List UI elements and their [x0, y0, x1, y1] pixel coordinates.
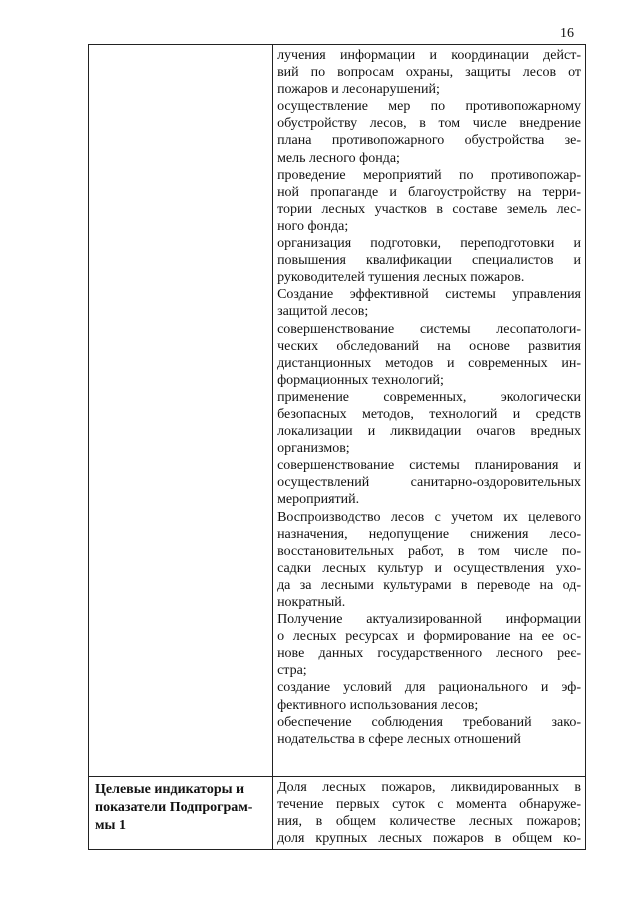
row2-label-line: Целевые индикаторы и	[95, 782, 245, 797]
text-line: повышения квалификации специалистов и	[277, 253, 581, 269]
text-line: формационных технологий;	[277, 372, 444, 388]
text-line: тории лесных участков в составе земель лес-	[277, 201, 581, 217]
text-line: проведение мероприятий по противопожар-	[277, 167, 581, 183]
text-line: локализации и ликвидации очагов вредных	[277, 424, 581, 440]
row2-label-line: мы 1	[95, 818, 126, 833]
text-line: о лесных ресурсах и формирование на ее ос-	[277, 629, 581, 645]
text-line: Получение актуализированной информации	[277, 612, 581, 628]
text-line: плана противопожарного обустройства зе-	[277, 133, 581, 149]
row2-label-line: показатели Подпрограм-	[95, 800, 253, 815]
text-line: Воспроизводство лесов с учетом их целевого	[277, 509, 581, 525]
text-line: фективного использования лесов;	[277, 697, 479, 713]
text-line: да за лесными культурами в переводе на од-	[277, 577, 581, 593]
text-line: совершенствование системы лесопатологи-	[277, 321, 581, 337]
text-line: ного фонда;	[277, 218, 349, 234]
text-line: ной пропаганде и благоустройству на терри-	[277, 184, 581, 200]
text-line: создание условий для рационального и эф-	[277, 680, 581, 696]
text-line: лучения информации и координации дейст-	[277, 48, 581, 63]
text-line: осуществление мер по противопожарному	[277, 99, 581, 115]
text-line: ния, в общем количестве лесных пожаров;	[277, 814, 581, 830]
text-line: нократный.	[277, 595, 346, 610]
text-line: мель лесного фонда;	[277, 150, 400, 166]
text-line: Создание эффективной системы управления	[277, 287, 581, 303]
text-line: защитой лесов;	[277, 304, 369, 320]
text-line: стра;	[277, 663, 307, 679]
text-line: восстановительных работ, в том числе по-	[277, 543, 581, 559]
text-line: садки лесных культур и осуществления ухо-	[277, 560, 581, 576]
text-line: организация подготовки, переподготовки и	[277, 236, 581, 252]
text-line: нодательства в сфере лесных отношений	[277, 731, 521, 747]
text-line: назначения, недопущение снижения лесо-	[277, 526, 581, 542]
text-line: применение современных, экологически	[277, 389, 581, 405]
text-line: течение первых суток с момента обнаруже-	[277, 797, 581, 813]
table-row	[89, 777, 586, 850]
text-line: руководителей тушения лесных пожаров.	[277, 270, 525, 286]
page-number: 16	[560, 26, 574, 41]
text-line: пожаров и лесонарушений;	[277, 82, 440, 98]
text-line: нове данных государственного лесного реє-	[277, 646, 581, 662]
row1-text-cell	[273, 45, 586, 777]
text-line: совершенствование системы планирования и	[277, 458, 581, 474]
program-table	[88, 44, 586, 850]
row1-label-cell	[89, 45, 273, 777]
text-line: доля крупных лесных пожаров в общем ко-	[277, 831, 581, 847]
row2-text-cell	[273, 777, 586, 850]
text-line: осуществлений санитарно-оздоровительных	[277, 475, 581, 491]
text-line: обустройству лесов, в том числе внедрение	[277, 116, 581, 132]
text-line: Доля лесных пожаров, ликвидированных в	[277, 780, 581, 795]
text-line: обеспечение соблюдения требований зако-	[277, 714, 581, 730]
text-line: мероприятий.	[277, 492, 360, 508]
text-line: вий по вопросам охраны, защиты лесов от	[277, 65, 581, 81]
text-line: организмов;	[277, 441, 350, 457]
table-row	[89, 45, 586, 777]
row2-label-cell	[89, 777, 273, 850]
text-line: ческих обследований на основе развития	[277, 338, 581, 354]
text-line: безопасных методов, технологий и средств	[277, 406, 581, 422]
text-line: дистанционных методов и современных ин-	[277, 355, 581, 371]
